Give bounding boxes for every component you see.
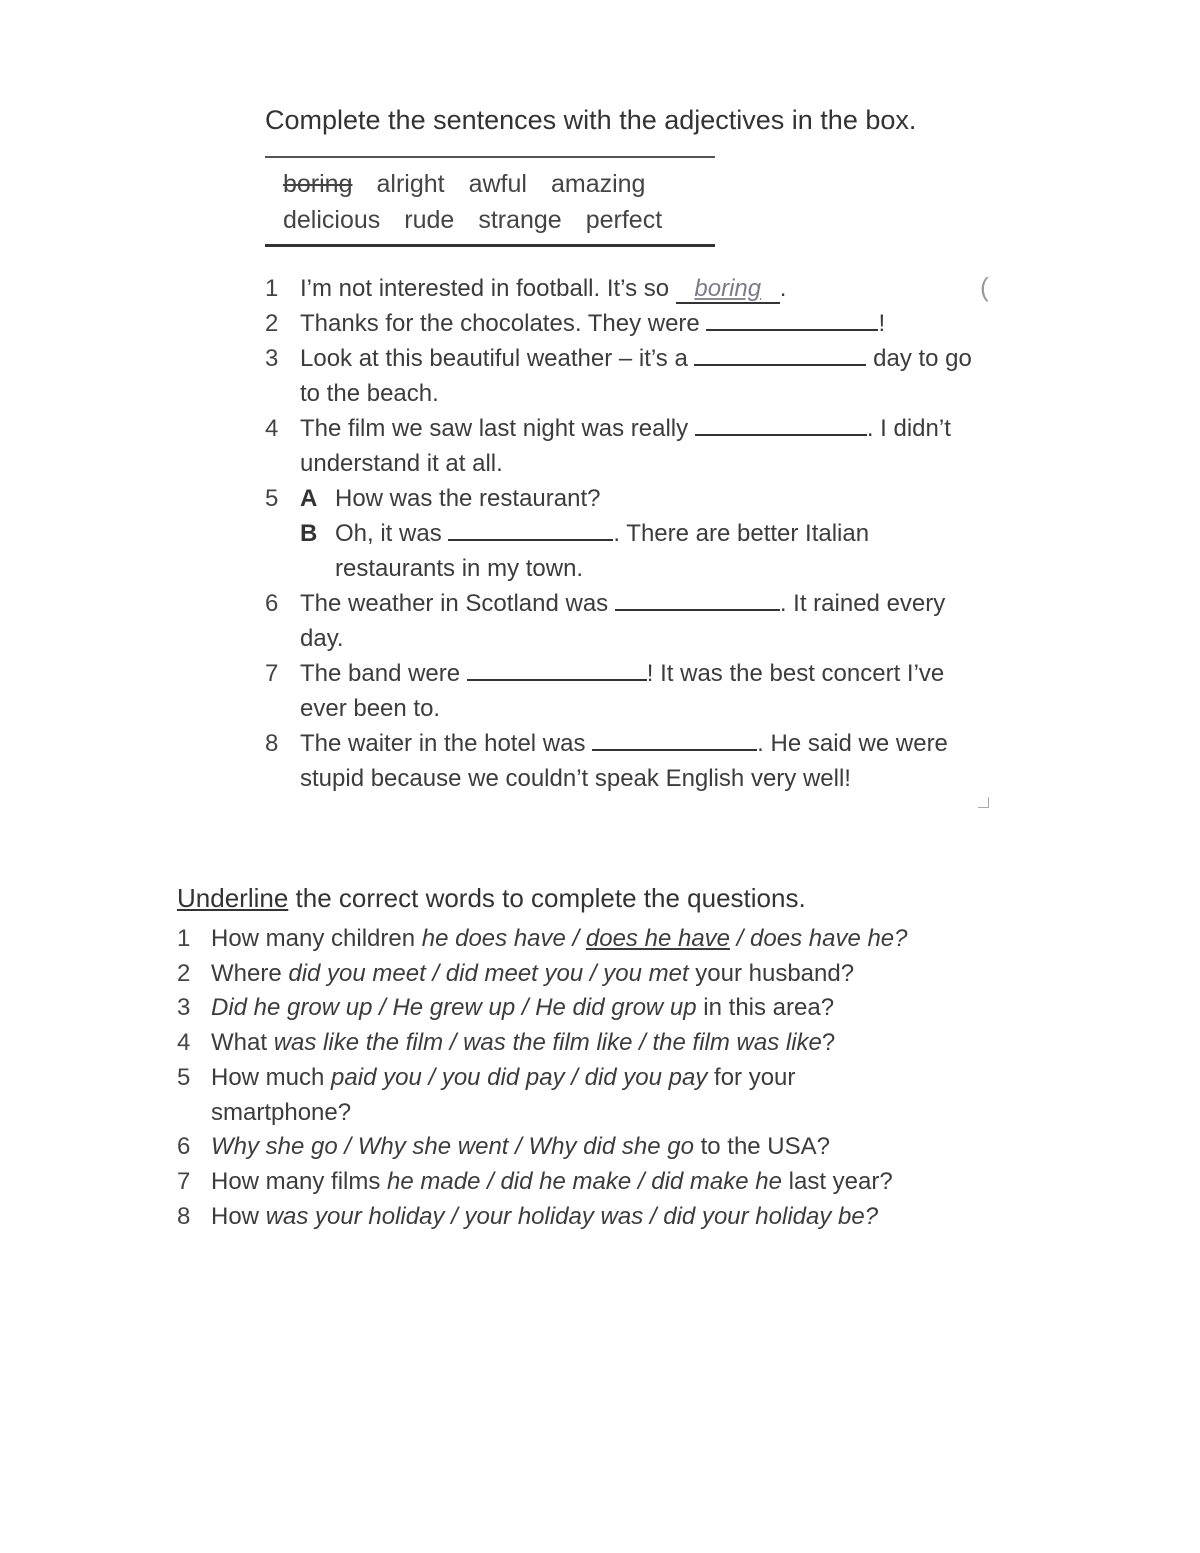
option-separator: / <box>631 1167 652 1195</box>
answer-blank[interactable] <box>592 727 757 751</box>
word-strange: strange <box>478 206 562 234</box>
option-1[interactable]: paid you <box>331 1063 422 1091</box>
question-text: How much <box>211 1063 332 1091</box>
exercise-1-list <box>265 271 995 796</box>
item-number: 1 <box>265 275 279 302</box>
item-number: 4 <box>177 1029 191 1057</box>
item-number: 1 <box>177 925 191 952</box>
item-number: 2 <box>265 310 279 337</box>
instruction-text: the correct words to complete the questions. <box>288 883 806 913</box>
option-3[interactable]: Why did she go <box>528 1133 694 1161</box>
word-amazing: amazing <box>550 170 646 198</box>
option-separator: / <box>643 1202 664 1230</box>
example-answer: boring <box>676 276 780 304</box>
option-separator: / <box>564 1063 585 1091</box>
option-2[interactable]: you did pay <box>441 1063 565 1091</box>
instruction-underline-word: Underline <box>177 883 289 913</box>
word-awful: awful <box>468 170 527 198</box>
list-item <box>177 1061 917 1130</box>
list-item <box>265 306 995 341</box>
exercise-2-instruction <box>177 878 917 918</box>
item-number: 7 <box>265 660 279 687</box>
item-number: 8 <box>177 1202 191 1230</box>
item-number: 3 <box>265 345 279 372</box>
option-1[interactable]: he made <box>387 1167 481 1195</box>
option-2-underlined[interactable]: does he have <box>585 925 731 952</box>
item-number: 8 <box>265 730 279 757</box>
option-1[interactable]: he does have <box>421 925 566 952</box>
list-item <box>265 586 995 656</box>
item-number: 7 <box>177 1167 191 1195</box>
speaker-b: B <box>300 520 318 547</box>
question-text: How <box>211 1202 266 1230</box>
option-separator: / <box>583 959 604 987</box>
option-3[interactable]: does have he? <box>750 925 908 952</box>
sentence-text: The weather in Scotland was <box>300 590 615 617</box>
option-separator: / <box>480 1167 501 1195</box>
list-item <box>177 957 917 992</box>
sentence-text: . It rained every day. <box>300 590 946 652</box>
option-1[interactable]: Why she go <box>211 1133 338 1161</box>
option-3[interactable]: you met <box>603 959 689 987</box>
exercise-2-list <box>177 922 917 1234</box>
option-separator: / <box>425 959 446 987</box>
sentence-text: The band were <box>300 660 467 687</box>
sentence-text: Look at this beautiful weather – it’s a <box>300 345 695 372</box>
answer-blank[interactable] <box>694 342 866 366</box>
item-number: 4 <box>265 415 279 442</box>
question-text: How many films <box>211 1167 388 1195</box>
word-delicious: delicious <box>283 206 381 234</box>
question-text: in this area? <box>696 994 835 1022</box>
dialog-line-b <box>300 516 995 586</box>
list-item <box>265 271 995 306</box>
option-separator: / <box>508 1133 529 1161</box>
list-item <box>265 341 995 411</box>
option-2[interactable]: Why she went <box>357 1133 509 1161</box>
item-number: 3 <box>177 994 191 1022</box>
list-item <box>177 1200 917 1235</box>
exercise-2 <box>177 878 917 1234</box>
option-1[interactable]: was your holiday <box>265 1202 445 1230</box>
word-box-row-2 <box>283 202 715 238</box>
option-separator: / <box>565 925 586 952</box>
question-text: Where <box>211 959 289 987</box>
answer-blank[interactable] <box>467 657 647 681</box>
option-separator: / <box>444 1202 465 1230</box>
question-text: your husband? <box>688 959 855 987</box>
list-item <box>265 411 995 481</box>
question-text: to the USA? <box>693 1133 830 1161</box>
sentence-text: Oh, it was <box>335 520 449 547</box>
list-item <box>177 991 917 1026</box>
list-item <box>265 726 995 796</box>
option-separator: / <box>443 1029 464 1057</box>
option-separator: / <box>730 925 751 952</box>
list-item <box>177 1130 917 1165</box>
option-1[interactable]: was like the film <box>273 1029 444 1057</box>
option-1[interactable]: did you meet <box>288 959 426 987</box>
option-2[interactable]: did meet you <box>445 959 584 987</box>
answer-blank[interactable] <box>615 587 780 611</box>
option-separator: / <box>515 994 536 1022</box>
option-2[interactable]: did he make <box>500 1167 632 1195</box>
option-3[interactable]: did make he <box>651 1167 782 1195</box>
exercise-1 <box>265 100 995 796</box>
question-text: last year? <box>781 1167 893 1195</box>
answer-blank[interactable] <box>706 307 878 331</box>
word-box <box>265 156 715 247</box>
item-number: 6 <box>265 590 279 617</box>
sentence-text: The film we saw last night was really <box>300 415 695 442</box>
exercise-1-instruction: Complete the sentences with the adjectives in the box. <box>265 105 917 135</box>
sentence-text: . There are better Italian restaurants in my town. <box>335 520 870 582</box>
sentence-text: day to go to the beach. <box>300 345 972 407</box>
item-number: 2 <box>177 959 191 987</box>
sentence-text: The waiter in the hotel was <box>300 730 593 757</box>
word-boring-struck: boring <box>283 170 353 198</box>
word-box-row-1 <box>283 166 715 202</box>
answer-blank[interactable] <box>695 412 867 436</box>
option-3[interactable]: the film was like <box>652 1029 822 1057</box>
option-3[interactable]: did your holiday be? <box>663 1202 879 1230</box>
option-2[interactable]: He grew up <box>392 994 516 1022</box>
list-item <box>265 481 995 586</box>
sentence-text: How was the restaurant? <box>335 485 601 512</box>
option-separator: / <box>372 994 393 1022</box>
option-3[interactable]: did you pay <box>584 1063 708 1091</box>
word-rude: rude <box>404 206 455 234</box>
sentence-text: I’m not interested in football. It’s so <box>300 275 676 302</box>
sentence-text: ! <box>878 310 886 337</box>
word-perfect: perfect <box>585 206 663 234</box>
dialog-line-a <box>300 481 995 516</box>
list-item <box>177 922 917 957</box>
option-3[interactable]: He did grow up <box>535 994 697 1022</box>
option-1[interactable]: Did he grow up <box>211 994 373 1022</box>
item-number: 6 <box>177 1133 191 1161</box>
list-item <box>177 1026 917 1061</box>
option-2[interactable]: your holiday was <box>464 1202 644 1230</box>
list-item <box>177 1165 917 1200</box>
sentence-text: Thanks for the chocolates. They were <box>300 310 707 337</box>
option-separator: / <box>421 1063 442 1091</box>
corner-crop-mark <box>978 797 989 808</box>
item-number: 5 <box>177 1063 191 1091</box>
question-text: ? <box>821 1029 836 1057</box>
answer-blank[interactable] <box>448 517 613 541</box>
sentence-text: . <box>779 275 787 302</box>
sentence-text: ! It was the best concert I’ve ever been to. <box>300 660 945 722</box>
question-text: What <box>211 1029 274 1057</box>
speaker-a: A <box>300 485 318 512</box>
sentence-text: . He said we were stupid because we couldn’t speak English very well! <box>300 730 948 792</box>
word-alright: alright <box>376 170 445 198</box>
list-item <box>265 656 995 726</box>
question-text: for your smartphone? <box>211 1063 796 1126</box>
question-text: How many children <box>211 925 422 952</box>
option-2[interactable]: was the film like <box>463 1029 633 1057</box>
option-separator: / <box>632 1029 653 1057</box>
sentence-text: . I didn’t understand it at all. <box>300 415 951 477</box>
margin-bracket-mark: ( <box>980 272 989 302</box>
option-separator: / <box>337 1133 358 1161</box>
item-number: 5 <box>265 485 279 512</box>
